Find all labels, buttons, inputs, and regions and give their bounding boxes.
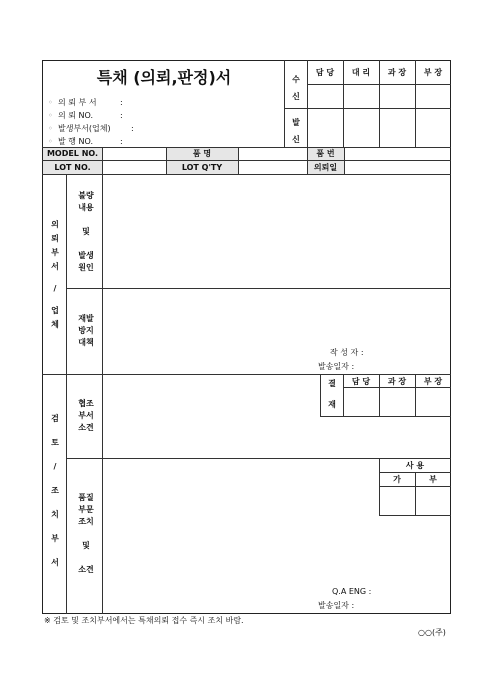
request-dept-side-label: 의 뢰 부 서 / 업 체 [51, 220, 59, 329]
company-name: ○○(주) [418, 628, 446, 637]
receive-label: 수 신 [292, 75, 300, 101]
approval-header: 대 리 [351, 68, 371, 77]
writer-label: 작 성 자 : [330, 348, 364, 357]
prevention-label: 재발 방지 대책 [78, 314, 94, 347]
gyeoljae-label: 결 재 [328, 379, 336, 409]
divider [344, 147, 345, 174]
small-header: 과 장 [387, 377, 407, 386]
divider [238, 147, 239, 174]
divider [343, 387, 451, 388]
divider [42, 374, 451, 375]
qa-eng-label: Q.A ENG : [332, 587, 372, 596]
small-header: 부 장 [423, 377, 443, 386]
divider [379, 486, 451, 487]
info-colon: : [120, 137, 123, 146]
divider [307, 84, 451, 85]
request-date-label: 의뢰일 [313, 163, 338, 172]
divider [66, 288, 451, 289]
usage-accept: 가 [393, 475, 401, 484]
lot-qty-label: LOT Q'TY [181, 163, 223, 172]
usage-label: 사 용 [405, 461, 425, 470]
info-label: 발생부서(업체) [58, 124, 111, 133]
model-label: MODEL NO. [46, 149, 99, 158]
divider [379, 515, 451, 516]
divider [66, 174, 67, 374]
divider [320, 416, 451, 417]
review-dept-side-label: 검 토 / 조 치 부 서 [51, 414, 59, 567]
form-frame [42, 60, 451, 614]
approval-header: 부 장 [423, 68, 443, 77]
footnote: ※ 검토 및 조치부서에서는 특채의뢰 접수 즉시 조치 바람. [44, 616, 244, 625]
form-title: 특채 (의뢰,판정)서 [96, 68, 232, 87]
info-colon: : [120, 98, 123, 107]
info-colon: : [131, 124, 134, 133]
bullet-icon: ◦ [48, 137, 53, 146]
info-colon: : [120, 111, 123, 120]
info-label: 의 뢰 부 서 [58, 98, 97, 107]
defect-cause-label: 불량 내용 및 발생 원인 [78, 191, 94, 272]
divider [42, 147, 451, 148]
info-label: 발 행 NO. [58, 137, 94, 146]
divider [42, 160, 451, 161]
usage-reject: 부 [429, 475, 437, 484]
part-no-label: 품 번 [316, 149, 335, 158]
bullet-icon: ◦ [48, 124, 53, 133]
send-label: 발 신 [292, 118, 300, 144]
part-name-label: 품 명 [192, 149, 212, 158]
divider [379, 472, 451, 473]
send-date-label: 발송일자 : [318, 362, 355, 371]
divider [66, 374, 67, 614]
lot-label: LOT NO. [54, 163, 91, 172]
approval-header: 담 당 [315, 68, 335, 77]
divider [102, 147, 103, 174]
divider [102, 374, 103, 614]
send-date-label: 발송일자 : [318, 601, 355, 610]
coop-dept-label: 협조 부서 소견 [78, 399, 94, 432]
quality-action-label: 품질 부문 조치 및 소견 [78, 493, 94, 574]
bullet-icon: ◦ [48, 111, 53, 120]
approval-header: 과 장 [387, 68, 407, 77]
small-header: 담 당 [351, 377, 371, 386]
bullet-icon: ◦ [48, 98, 53, 107]
divider [42, 174, 451, 175]
divider [102, 174, 103, 374]
info-label: 의 뢰 NO. [58, 111, 94, 120]
divider [284, 108, 451, 109]
divider [66, 458, 451, 459]
